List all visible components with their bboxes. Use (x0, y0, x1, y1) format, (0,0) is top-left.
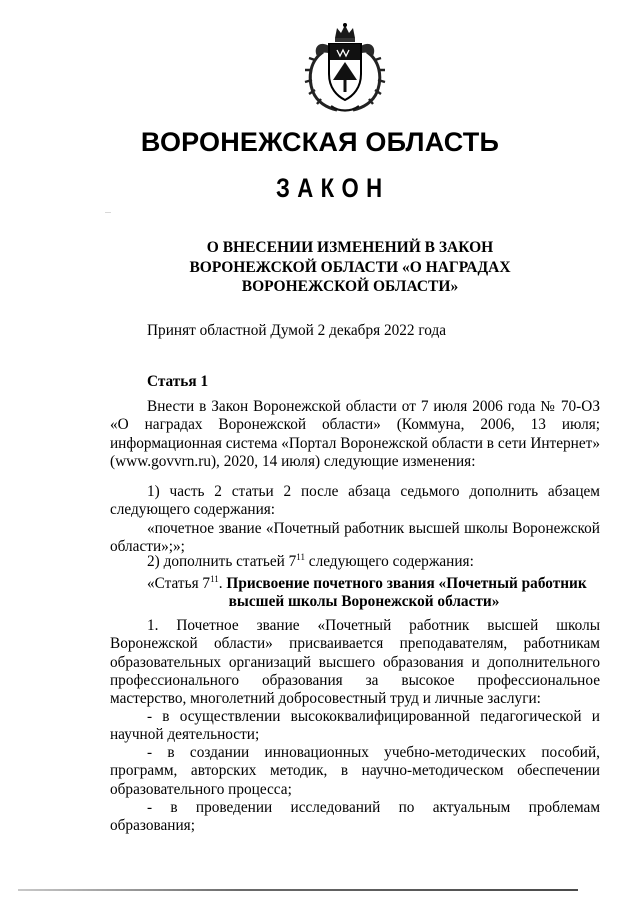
document-type: ЗАКОН (275, 173, 390, 203)
amendment-item-2-text: 2) дополнить статьей 7 (147, 553, 297, 570)
bullet-1: - в осуществлении высококвалифицированной педагогической и научной деятельности; (110, 708, 600, 744)
article-1-heading: Статья 1 (147, 373, 209, 390)
new-article-heading (110, 575, 600, 612)
law-title-line-3: ВОРОНЕЖСКОЙ ОБЛАСТИ» (241, 278, 459, 295)
bullet-3: - в проведении исследований по актуальным проблемам образования; (110, 799, 600, 835)
new-article-heading-line-1 (110, 575, 600, 593)
amendment-item-1: 1) часть 2 статьи 2 после абзаца седьмого дополнить абзацем следующего содержания: (110, 483, 600, 519)
new-article-label: «Статья 7 (147, 575, 211, 592)
law-title (150, 238, 550, 297)
adoption-line: Принят областной Думой 2 декабря 2022 года (147, 322, 447, 339)
scan-speck (105, 212, 111, 213)
bullet-2: - в создании инновационных учебно-методических пособий, программ, авторских методик, в научно-методическом обеспечении образовательного процесса; (110, 744, 600, 798)
amendment-item-2-tail: следующего содержания: (304, 553, 474, 570)
coat-of-arms-icon (301, 22, 389, 114)
new-article-title-a: Присвоение почетного звания «Почетный работник (226, 575, 587, 592)
law-title-line-2: ВОРОНЕЖСКОЙ ОБЛАСТИ «О НАГРАДАХ (189, 258, 511, 276)
scan-edge-line (18, 889, 578, 891)
amendment-item-2 (110, 553, 600, 571)
article-number-superscript: 11 (296, 551, 305, 562)
paragraph-1: 1. Почетное звание «Почетный работник высшей школы Воронежской области» присваивается преподавателям, работникам образовательных организаций высшего образования и дополнительного профессионального образования за высокое профессиональное мастерство, многолетний добросовестный труд и личные заслуги: (110, 617, 600, 708)
article-1-intro: Внести в Закон Воронежской области от 7 июля 2006 года № 70-ОЗ «О наградах Воронежской области» (Коммуна, 2006, 13 июля; информационная система «Портал Воронежской области в сети Интернет» (www.govvrn.ru), 2020, 14 июля) следующие изменения: (110, 398, 600, 470)
new-article-dot: . (218, 575, 227, 592)
amendment-item-1-quote: «почетное звание «Почетный работник высшей школы Воронежской области»;»; (110, 520, 600, 556)
new-article-superscript: 11 (210, 573, 219, 584)
new-article-title-b: высшей школы Воронежской области» (228, 593, 500, 611)
law-title-line-1: О ВНЕСЕНИИ ИЗМЕНЕНИЙ В ЗАКОН (206, 239, 494, 256)
region-title: ВОРОНЕЖСКАЯ ОБЛАСТЬ (140, 127, 500, 157)
